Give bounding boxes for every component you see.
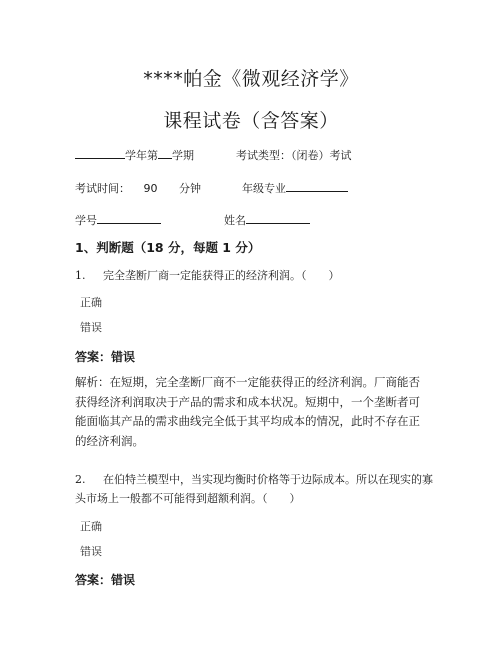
explanation-1: 解析：在短期，完全垄断厂商不一定能获得正的经济利润。厂商能否获得经济利润取决于产品的需求和成本状况。短期中，一个垄断者可能面临其产品的需求曲线完全低于其平均成本的情况，此时不存在正的经济利润。: [75, 375, 420, 448]
name-field: [224, 212, 310, 228]
header-row-2: [75, 180, 201, 196]
year-label: 学年第: [125, 149, 158, 162]
question-2: [75, 470, 435, 508]
time-unit: 分钟: [179, 182, 201, 195]
exam-subtitle: 课程试卷（含答案）: [163, 110, 339, 132]
header-row-1: [75, 147, 194, 163]
time-label: 考试时间：: [75, 182, 130, 195]
grade-label: 年级专业: [242, 182, 286, 195]
section-heading: 1、判断题（18 分，每题 1 分）: [75, 240, 261, 255]
option-false[interactable]: 错误: [80, 545, 102, 558]
id-field: [75, 212, 161, 228]
answer-1: 答案：错误: [75, 350, 136, 364]
exam-title: ****帕金《微观经济学》: [143, 68, 359, 90]
exam-type: 考试类型：（闭卷）考试: [236, 149, 352, 162]
question-text: 完全垄断厂商一定能获得正的经济利润。（ ）: [103, 269, 340, 282]
answer-2: 答案：错误: [75, 573, 136, 587]
question-1: [75, 266, 435, 285]
term-blank: [158, 147, 172, 159]
option-true[interactable]: 正确: [80, 520, 102, 533]
question-text: 在伯特兰模型中，当实现均衡时价格等于边际成本。所以在现实的寡头市场上一般都不可能得到超额利润。（ ）: [75, 473, 433, 505]
name-blank: [246, 212, 310, 224]
id-blank: [97, 212, 161, 224]
option-true[interactable]: 正确: [80, 296, 102, 309]
time-value: 90: [143, 182, 158, 195]
grade-field: [242, 180, 348, 196]
year-blank: [75, 147, 125, 159]
term-label: 学期: [172, 149, 194, 162]
option-false[interactable]: 错误: [80, 321, 102, 334]
name-label: 姓名: [224, 214, 246, 227]
grade-blank: [286, 180, 348, 192]
id-label: 学号: [75, 214, 97, 227]
question-number: 1.: [75, 269, 86, 282]
question-number: 2.: [75, 473, 86, 486]
